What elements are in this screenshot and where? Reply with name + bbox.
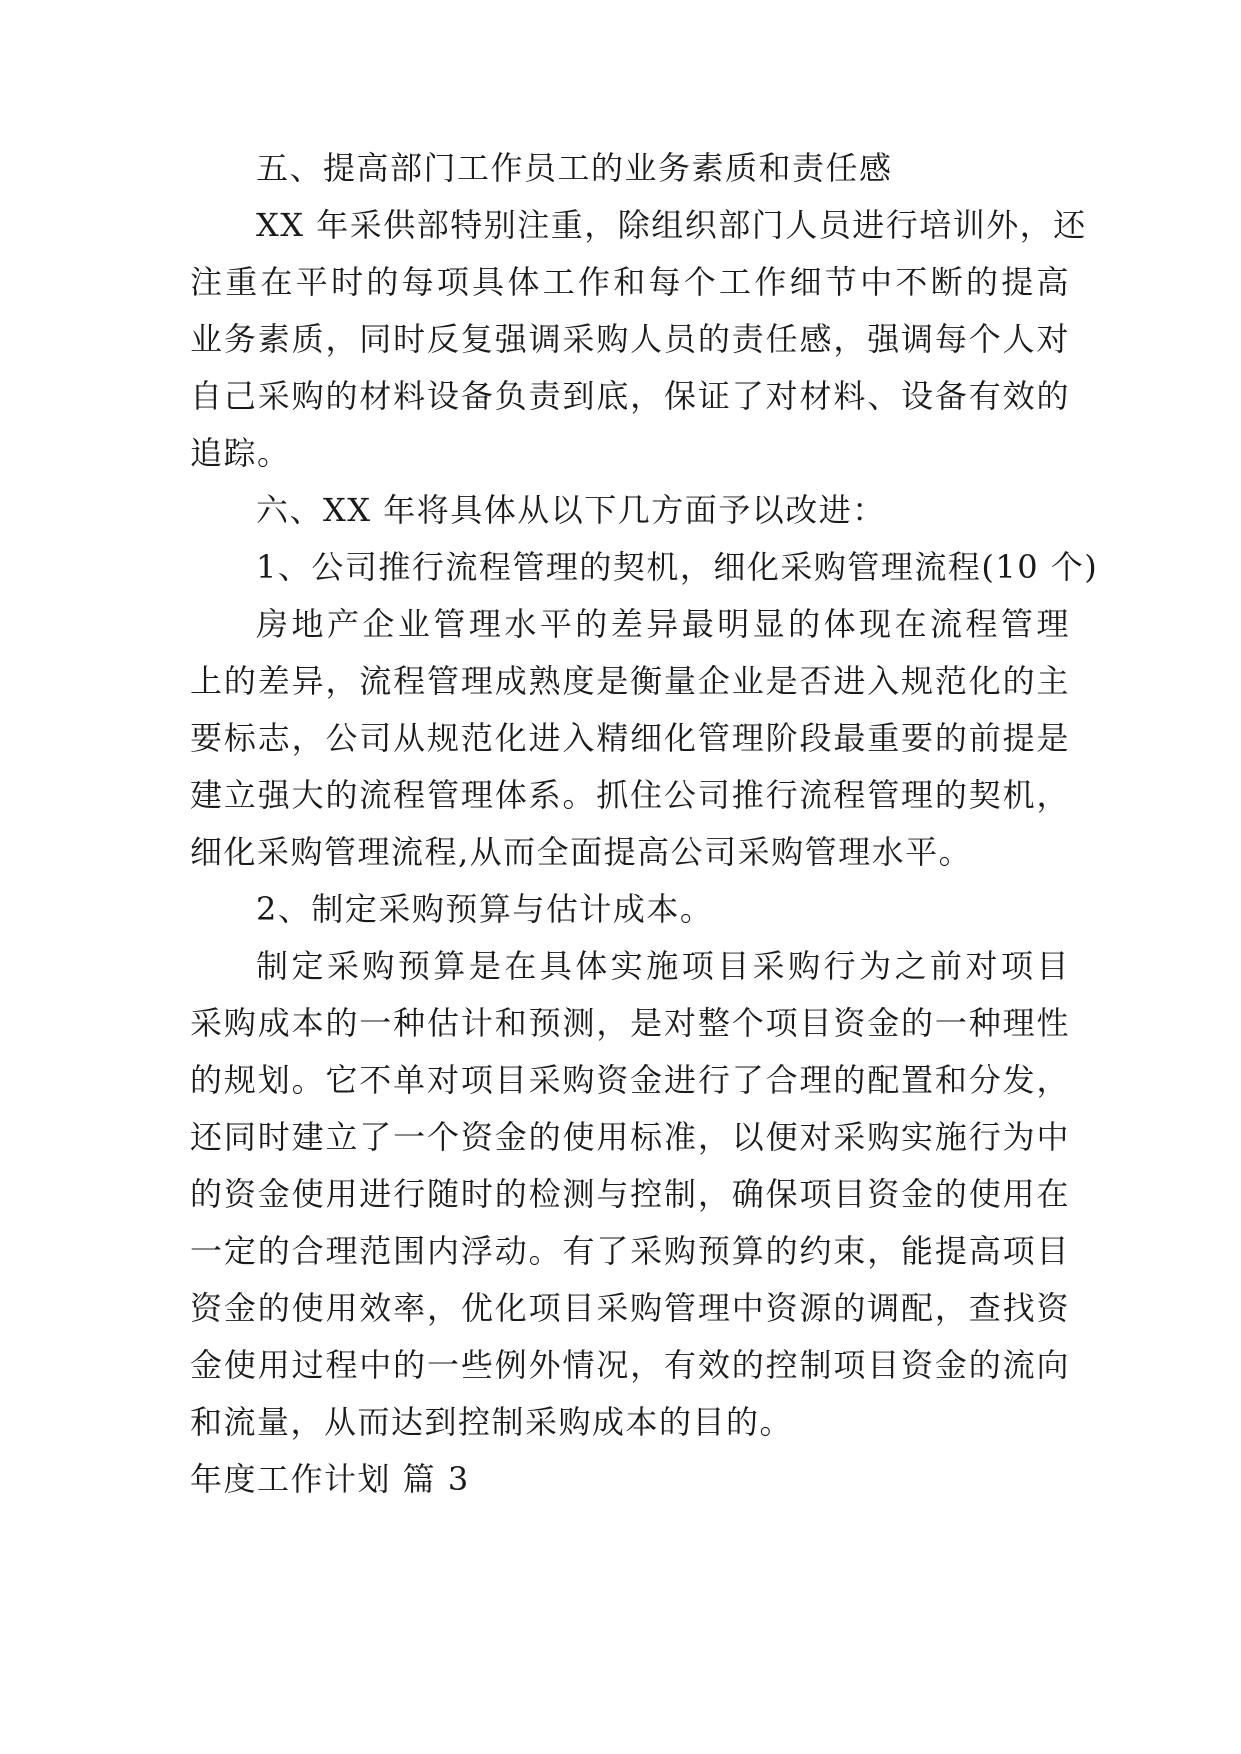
paragraph-line: 制定采购预算是在具体实施项目采购行为之前对项目 bbox=[256, 947, 1070, 985]
paragraph-line: 业务素质，同时反复强调采购人员的责任感，强调每个人对 bbox=[190, 320, 1070, 358]
section-heading-6: 六、XX 年将具体从以下几方面予以改进： bbox=[256, 491, 886, 529]
subheading-1: 1、公司推行流程管理的契机，细化采购管理流程(10 个) bbox=[256, 548, 1099, 586]
section-heading-5: 五、提高部门工作员工的业务素质和责任感 bbox=[256, 149, 893, 187]
paragraph-line: 追踪。 bbox=[190, 434, 291, 472]
paragraph-line: 细化采购管理流程,从而全面提高公司采购管理水平。 bbox=[190, 833, 973, 871]
subheading-2: 2、制定采购预算与估计成本。 bbox=[256, 890, 714, 928]
paragraph-line: 资金的使用效率，优化项目采购管理中资源的调配，查找资 bbox=[190, 1289, 1070, 1327]
paragraph-line: 一定的合理范围内浮动。有了采购预算的约束，能提高项目 bbox=[190, 1232, 1070, 1270]
paragraph-line: XX 年采供部特别注重，除组织部门人员进行培训外，还 bbox=[256, 206, 1087, 244]
paragraph-line: 要标志，公司从规范化进入精细化管理阶段最重要的前提是 bbox=[190, 719, 1070, 757]
paragraph-line: 建立强大的流程管理体系。抓住公司推行流程管理的契机， bbox=[190, 776, 1070, 814]
section-title: 年度工作计划 篇 3 bbox=[190, 1460, 470, 1498]
paragraph-line: 自己采购的材料设备负责到底，保证了对材料、设备有效的 bbox=[190, 377, 1070, 415]
paragraph-line: 上的差异，流程管理成熟度是衡量企业是否进入规范化的主 bbox=[190, 662, 1070, 700]
paragraph-line: 采购成本的一种估计和预测，是对整个项目资金的一种理性 bbox=[190, 1004, 1070, 1042]
paragraph-line: 和流量，从而达到控制采购成本的目的。 bbox=[190, 1403, 794, 1441]
paragraph-line: 房地产企业管理水平的差异最明显的体现在流程管理 bbox=[256, 605, 1070, 643]
paragraph-line: 还同时建立了一个资金的使用标准，以便对采购实施行为中 bbox=[190, 1118, 1070, 1156]
paragraph-line: 金使用过程中的一些例外情况，有效的控制项目资金的流向 bbox=[190, 1346, 1070, 1384]
paragraph-line: 的资金使用进行随时的检测与控制，确保项目资金的使用在 bbox=[190, 1175, 1070, 1213]
paragraph-line: 的规划。它不单对项目采购资金进行了合理的配置和分发， bbox=[190, 1061, 1070, 1099]
paragraph-line: 注重在平时的每项具体工作和每个工作细节中不断的提高 bbox=[190, 263, 1070, 301]
